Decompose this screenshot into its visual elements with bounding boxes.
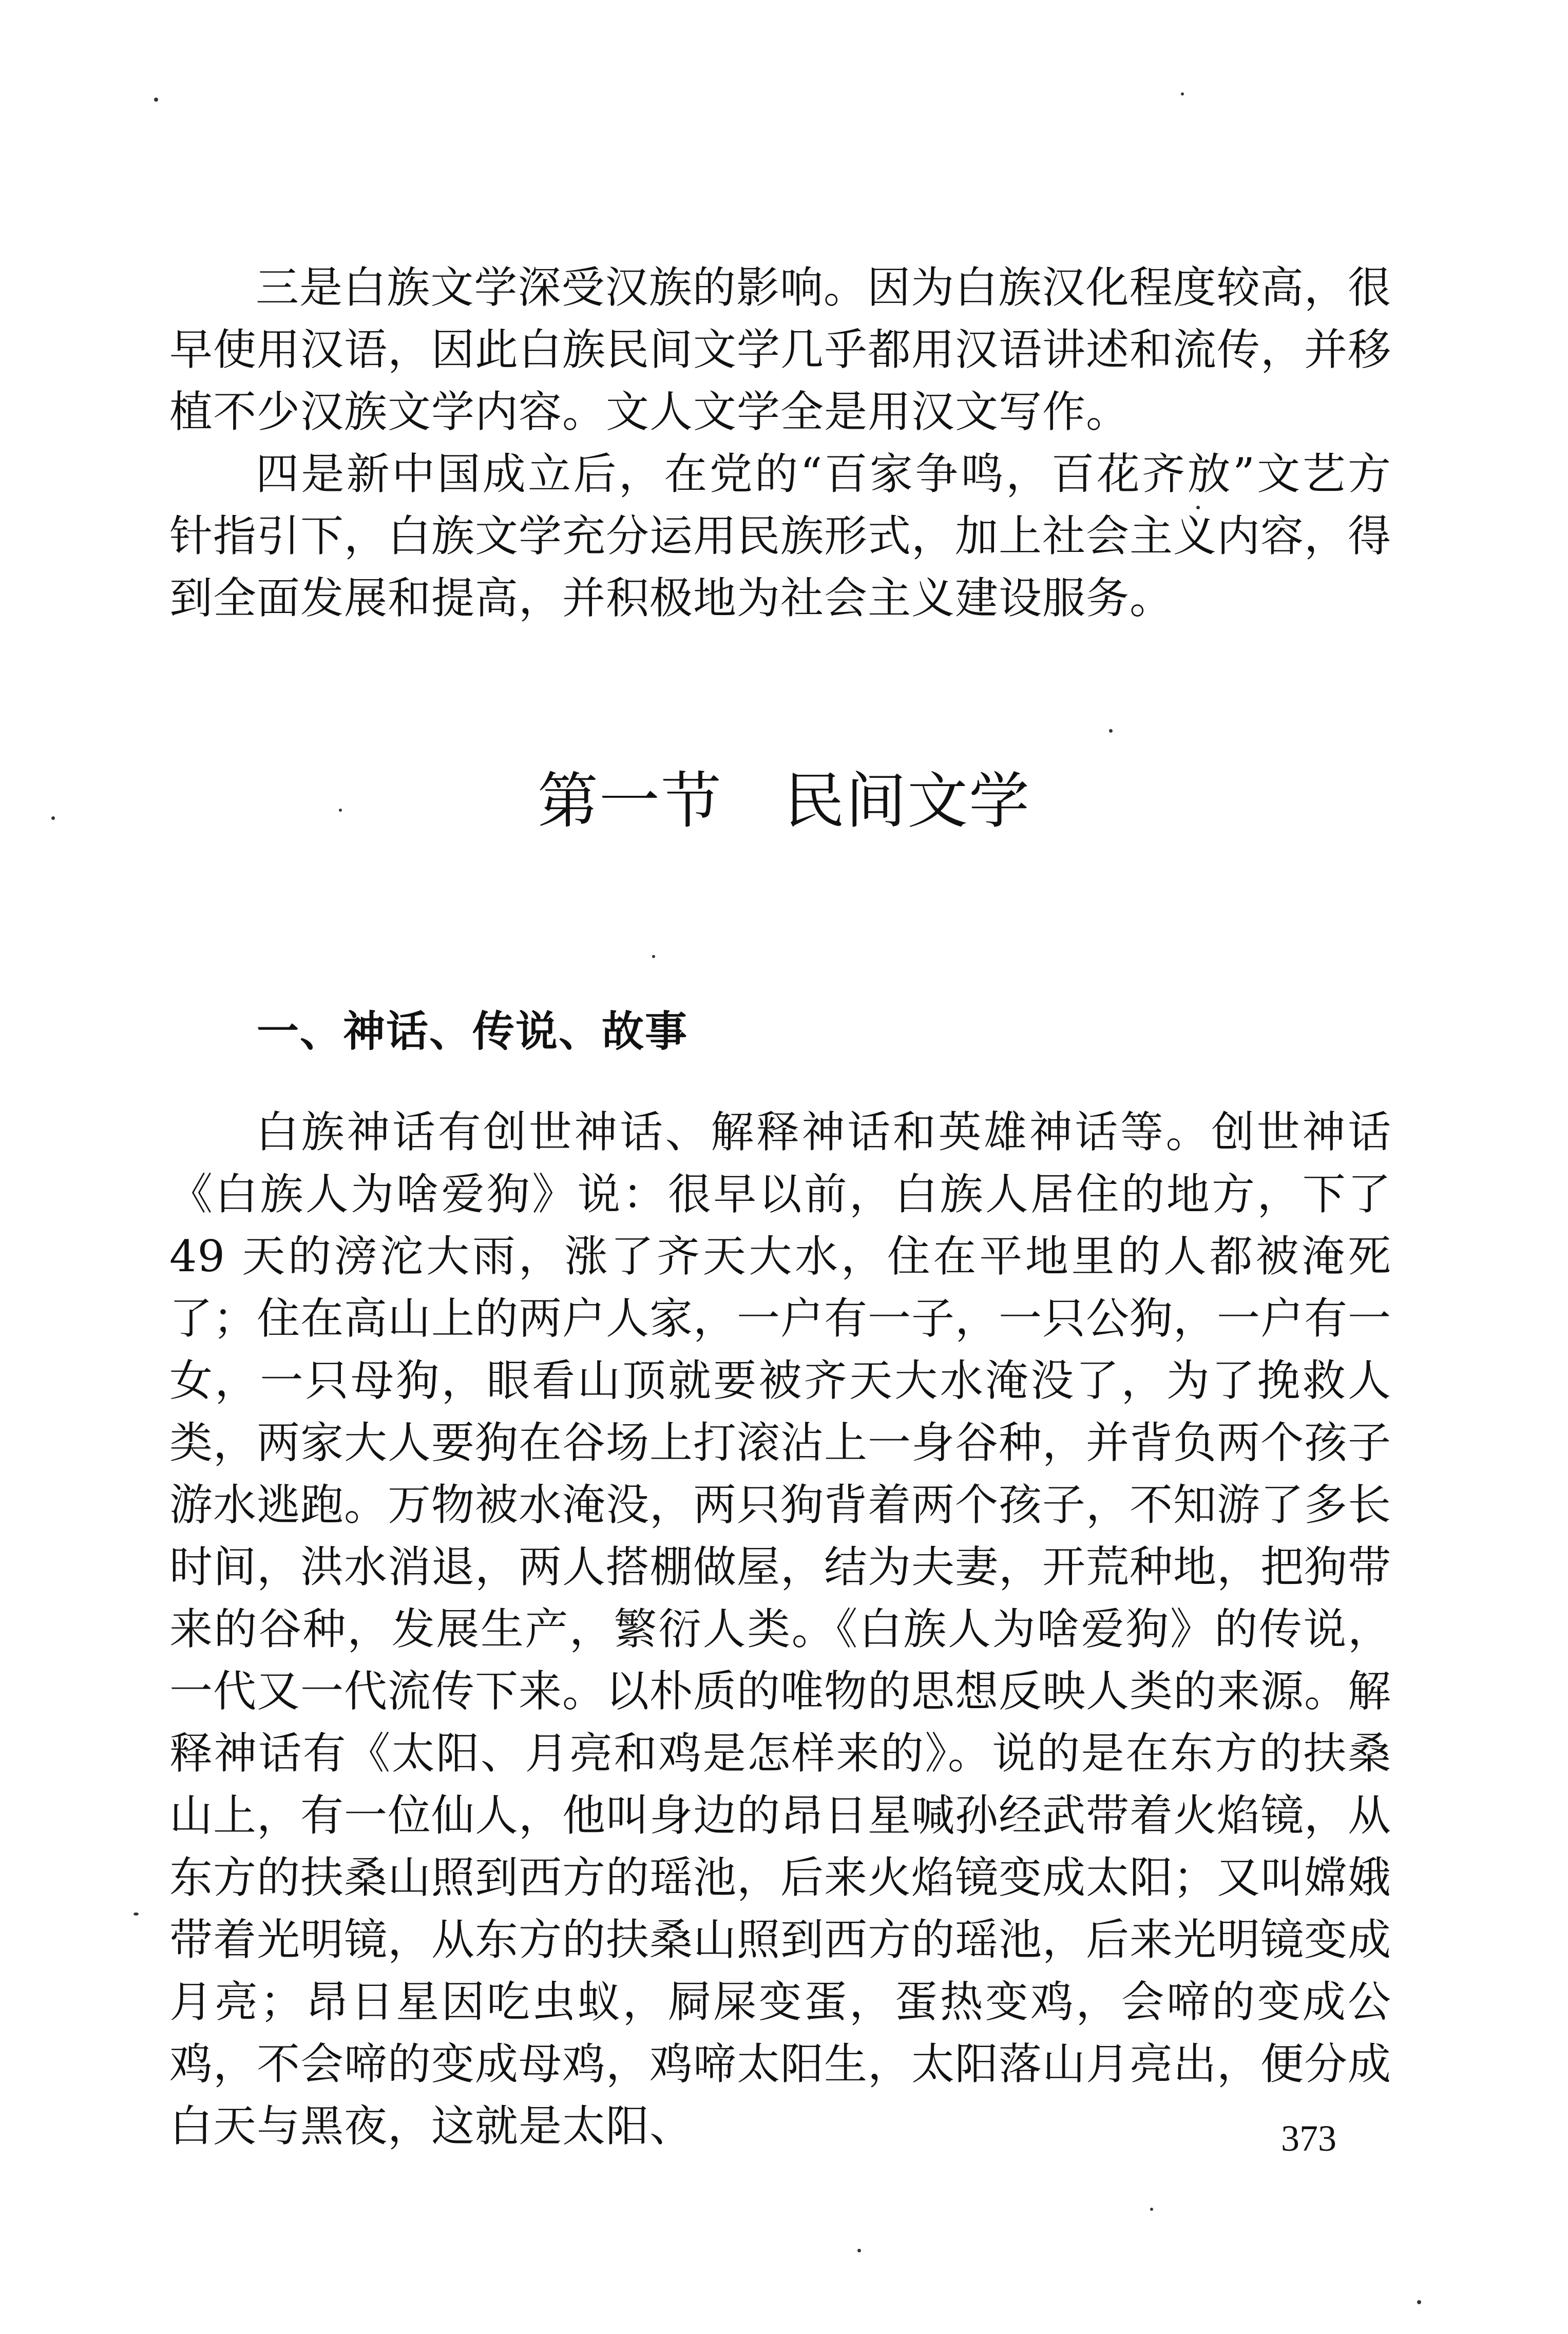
intro-paragraph-2: 四是新中国成立后，在党的“百家争鸣，百花齐放”文艺方针指引下，白族文学充分运用民族形式，加上社会主义内容，得到全面发展和提高，并积极地为社会主义建设服务。: [169, 449, 1392, 623]
scan-speck: [1181, 92, 1184, 95]
scan-speck: [1150, 2208, 1153, 2211]
intro-paragraph-1: 三是白族文学深受汉族的影响。因为白族汉化程度较高，很早使用汉语，因此白族民间文学几乎都用汉语讲述和流传，并移植不少汉族文学内容。文人文学全是用汉文写作。: [169, 262, 1392, 437]
scan-speck: [857, 2249, 861, 2252]
scan-speck: [154, 98, 158, 102]
scan-speck: [652, 955, 655, 958]
scan-speck: [339, 809, 342, 812]
scan-speck: [1196, 506, 1200, 509]
intro-text-block: [169, 257, 1391, 629]
page-number: 373: [1281, 2118, 1336, 2159]
main-paragraph: 白族神话有创世神话、解释神话和英雄神话等。创世神话《白族人为啥爱狗》说：很早以前，白族人居住的地方，下了 49 天的滂沱大雨，涨了齐天大水，住在平地里的人都被淹死了；住在高山上的两户人家，一户有一子，一只公狗，一户有一女，一只母狗，眼看山顶就要被齐天大水淹没了，为了挽救人类，两家大人要狗在谷场上打滚沾上一身谷种，并背负两个孩子游水逃跑。万物被水淹没，两只狗背着两个孩子，不知游了多长时间，洪水消退，两人搭棚做屋，结为夫妻，开荒种地，把狗带来的谷种，发展生产，繁衍人类。《白族人为啥爱狗》的传说，一代又一代流传下来。以朴质的唯物的思想反映人类的来源。解释神话有《太阳、月亮和鸡是怎样来的》。说的是在东方的扶桑山上，有一位仙人，他叫身边的昂日星喊孙经武带着火焰镜，从东方的扶桑山照到西方的瑶池，后来火焰镜变成太阳；又叫嫦娥带着光明镜，从东方的扶桑山照到西方的瑶池，后来光明镜变成月亮；昂日星因吃虫蚁，屙屎变蛋，蛋热变鸡，会啼的变成公鸡，不会啼的变成母鸡，鸡啼太阳生，太阳落山月亮出，便分成白天与黑夜，这就是太阳、: [169, 1107, 1392, 2151]
subheading: 一、神话、传说、故事: [257, 1007, 689, 1056]
scan-speck: [1417, 2300, 1421, 2304]
scan-speck: [51, 816, 55, 820]
scan-speck: [133, 1912, 139, 1916]
main-text-block: [169, 1101, 1391, 2157]
section-title: 第一节 民间文学: [537, 766, 1030, 836]
scan-speck: [1109, 729, 1113, 733]
